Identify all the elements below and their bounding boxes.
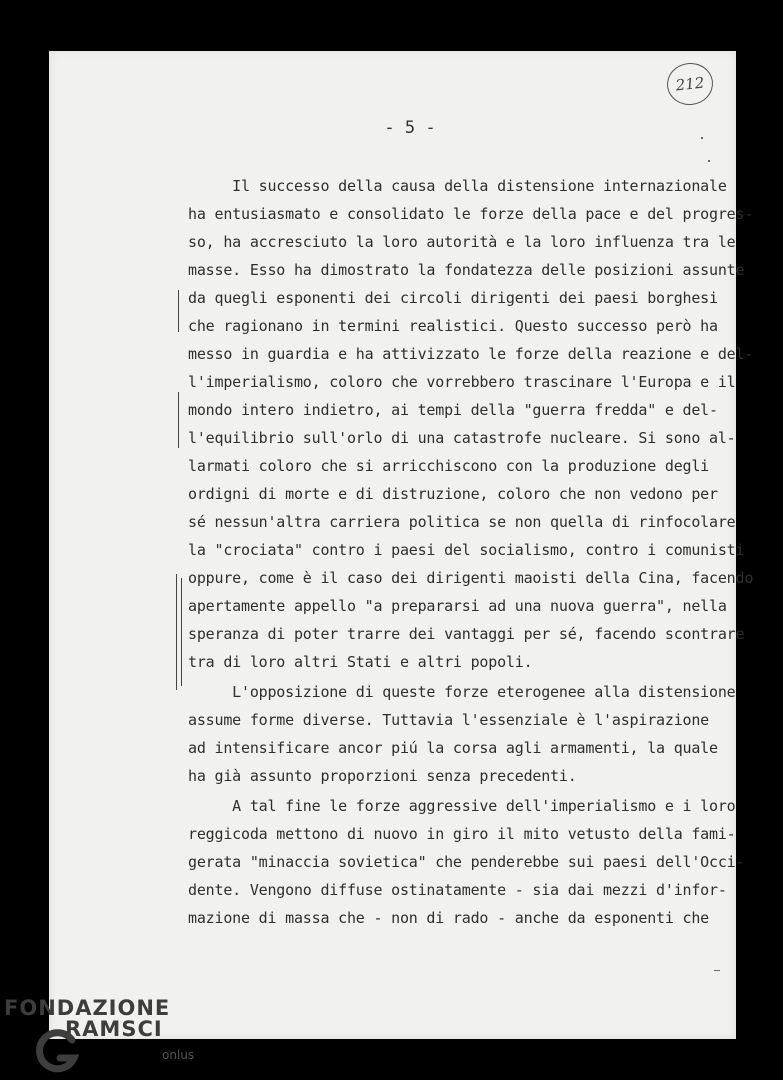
text-line: ordigni di morte e di distruzione, coloro che non vedono per: [188, 485, 718, 503]
margin-mark: [178, 392, 179, 448]
text-line: Il successo della causa della distensione internazionale: [188, 177, 727, 195]
text-line: gerata "minaccia sovietica" che penderebbe sui paesi dell'Occi-: [188, 853, 745, 871]
text-line: assume forme diverse. Tuttavia l'essenziale è l'aspirazione: [188, 711, 710, 729]
logo-subtitle: onlus: [162, 1048, 195, 1062]
text-line: messo in guardia e ha attivizzato le forze della reazione e del-: [188, 345, 754, 363]
text-line: che ragionano in termini realistici. Questo successo però ha: [188, 317, 718, 335]
margin-mark: [176, 574, 177, 690]
text-line: ha entusiasmato e consolidato le forze della pace e del progres-: [188, 205, 754, 223]
text-line: mondo intero indietro, ai tempi della "guerra fredda" e del-: [188, 401, 718, 419]
logo-text-line2: RAMSCI: [65, 1017, 163, 1041]
logo-text-line1: FONDAZIONE: [4, 996, 171, 1020]
text-line: apertamente appello "a prepararsi ad una nuova guerra", nella: [188, 597, 727, 615]
text-line: reggicoda mettono di nuovo in giro il mito vetusto della fami-: [188, 825, 736, 843]
text-line: da quegli esponenti dei circoli dirigenti dei paesi borghesi: [188, 289, 718, 307]
text-line: ha già assunto proporzioni senza precedenti.: [188, 767, 577, 785]
paper-speck: [714, 970, 720, 971]
text-line: so, ha accresciuto la loro autorità e la loro influenza tra le: [188, 233, 736, 251]
text-line: tra di loro altri Stati e altri popoli.: [188, 653, 533, 671]
fondazione-gramsci-logo: [4, 996, 194, 1076]
paper-speck: [701, 137, 703, 139]
text-line: l'imperialismo, coloro che vorrebbero trascinare l'Europa e il: [188, 373, 736, 391]
paper-speck: [708, 160, 710, 162]
text-line: la "crociata" contro i paesi del socialismo, contro i comunisti: [188, 541, 745, 559]
archive-stamp-number: 212: [674, 73, 706, 95]
logo-g-mark-icon: [32, 1028, 82, 1074]
text-line: speranza di poter trarre dei vantaggi per sé, facendo scontrare: [188, 625, 745, 643]
text-line: L'opposizione di queste forze eterogenee alla distensione: [188, 683, 736, 701]
text-line: dente. Vengono diffuse ostinatamente - sia dai mezzi d'infor-: [188, 881, 727, 899]
text-line: sé nessun'altra carriera politica se non quella di rinfocolare: [188, 513, 736, 531]
text-line: masse. Esso ha dimostrato la fondatezza delle posizioni assunte: [188, 261, 745, 279]
margin-mark: [178, 290, 179, 332]
text-line: l'equilibrio sull'orlo di una catastrofe nucleare. Si sono al-: [188, 429, 736, 447]
text-line: larmati coloro che si arricchiscono con la produzione degli: [188, 457, 710, 475]
text-line: A tal fine le forze aggressive dell'imperialismo e i loro: [188, 797, 736, 815]
margin-mark: [181, 578, 182, 686]
text-line: mazione di massa che - non di rado - anche da esponenti che: [188, 909, 710, 927]
page-number: - 5 -: [384, 118, 436, 138]
text-line: oppure, come è il caso dei dirigenti maoisti della Cina, facendo: [188, 569, 754, 587]
text-line: ad intensificare ancor piú la corsa agli armamenti, la quale: [188, 739, 718, 757]
